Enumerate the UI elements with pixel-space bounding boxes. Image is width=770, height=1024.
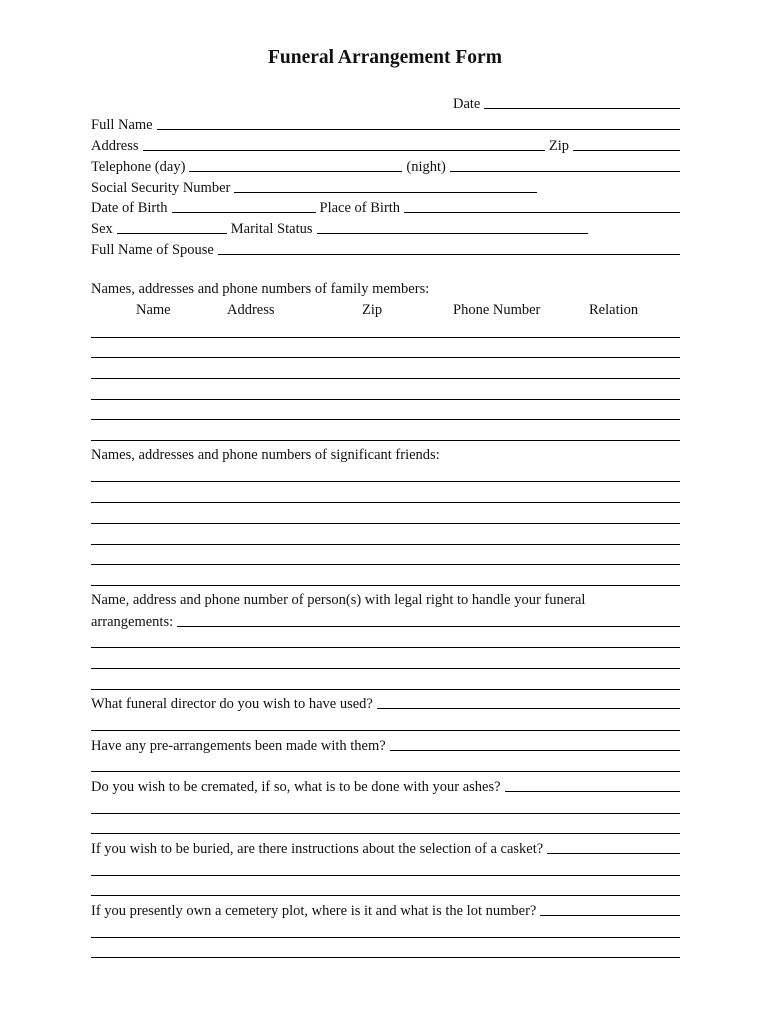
- address-row: [91, 136, 680, 154]
- telephone-night-field[interactable]: [450, 170, 680, 172]
- family-col-phone: Phone Number: [453, 302, 541, 318]
- buried-field[interactable]: [547, 852, 680, 854]
- marital-status-label: Marital Status: [230, 221, 313, 237]
- family-heading: Names, addresses and phone numbers of family members:: [91, 281, 430, 297]
- spouse-label: Full Name of Spouse: [91, 242, 214, 258]
- date-row: [91, 94, 680, 112]
- buried-line-3[interactable]: [91, 895, 680, 896]
- full-name-label: Full Name: [91, 117, 153, 133]
- director-label: What funeral director do you wish to have used?: [91, 696, 373, 712]
- plot-field[interactable]: [540, 914, 680, 916]
- legal-line-3[interactable]: [91, 668, 680, 669]
- director-row: [91, 694, 680, 712]
- form-title: Funeral Arrangement Form: [268, 47, 502, 68]
- full-name-row: [91, 115, 680, 133]
- dob-row: [91, 198, 680, 216]
- legal-field[interactable]: [177, 625, 680, 627]
- cremated-line-2[interactable]: [91, 813, 680, 814]
- family-col-zip: Zip: [362, 302, 383, 318]
- friends-line-2[interactable]: [91, 502, 680, 503]
- legal-heading: Name, address and phone number of person(s) with legal right to handle your funeral: [91, 592, 586, 608]
- sex-label: Sex: [91, 221, 113, 237]
- buried-line-2[interactable]: [91, 875, 680, 876]
- telephone-day-field[interactable]: [189, 170, 402, 172]
- legal-line-2[interactable]: [91, 647, 680, 648]
- legal-line-4[interactable]: [91, 689, 680, 690]
- prearrangements-line-2[interactable]: [91, 771, 680, 772]
- zip-field[interactable]: [573, 149, 680, 151]
- telephone-night-label: (night): [406, 159, 446, 175]
- family-line-1[interactable]: [91, 337, 680, 338]
- telephone-day-label: Telephone (day): [91, 159, 186, 175]
- sex-field[interactable]: [117, 232, 227, 234]
- buried-row: [91, 839, 680, 857]
- family-line-2[interactable]: [91, 357, 680, 358]
- address-label: Address: [91, 138, 139, 154]
- family-col-name: Name: [136, 302, 171, 318]
- sex-row: [91, 219, 680, 237]
- date-label: Date: [453, 96, 481, 112]
- cremated-row: [91, 777, 680, 795]
- family-line-6[interactable]: [91, 440, 680, 441]
- director-line-2[interactable]: [91, 730, 680, 731]
- cremated-field[interactable]: [505, 790, 680, 792]
- spouse-field[interactable]: [218, 253, 680, 255]
- ssn-row: [91, 178, 680, 196]
- place-of-birth-field[interactable]: [404, 211, 680, 213]
- friends-line-1[interactable]: [91, 481, 680, 482]
- dob-field[interactable]: [172, 211, 316, 213]
- spouse-row: [91, 240, 680, 258]
- cremated-line-3[interactable]: [91, 833, 680, 834]
- prearrangements-field[interactable]: [390, 749, 680, 751]
- friends-line-3[interactable]: [91, 523, 680, 524]
- cremated-label: Do you wish to be cremated, if so, what is to be done with your ashes?: [91, 779, 501, 795]
- family-col-relation: Relation: [589, 302, 639, 318]
- zip-label: Zip: [548, 138, 569, 154]
- family-line-5[interactable]: [91, 419, 680, 420]
- legal-row: [91, 612, 680, 630]
- prearrangements-label: Have any pre-arrangements been made with them?: [91, 738, 386, 754]
- plot-row: [91, 901, 680, 919]
- director-field[interactable]: [377, 707, 680, 709]
- marital-status-field[interactable]: [317, 232, 588, 234]
- plot-line-2[interactable]: [91, 937, 680, 938]
- friends-line-4[interactable]: [91, 544, 680, 545]
- address-field[interactable]: [143, 149, 545, 151]
- dob-label: Date of Birth: [91, 200, 168, 216]
- friends-line-5[interactable]: [91, 564, 680, 565]
- date-field[interactable]: [484, 107, 680, 109]
- plot-line-3[interactable]: [91, 957, 680, 958]
- family-line-3[interactable]: [91, 378, 680, 379]
- place-of-birth-label: Place of Birth: [319, 200, 401, 216]
- legal-label: arrangements:: [91, 614, 174, 630]
- ssn-label: Social Security Number: [91, 180, 231, 196]
- buried-label: If you wish to be buried, are there instructions about the selection of a casket?: [91, 841, 544, 857]
- family-line-4[interactable]: [91, 399, 680, 400]
- friends-heading: Names, addresses and phone numbers of significant friends:: [91, 447, 440, 463]
- friends-line-6[interactable]: [91, 585, 680, 586]
- plot-label: If you presently own a cemetery plot, where is it and what is the lot number?: [91, 903, 537, 919]
- full-name-field[interactable]: [157, 128, 680, 130]
- family-col-address: Address: [227, 302, 275, 318]
- ssn-field[interactable]: [234, 191, 537, 193]
- telephone-row: [91, 157, 680, 175]
- prearrangements-row: [91, 736, 680, 754]
